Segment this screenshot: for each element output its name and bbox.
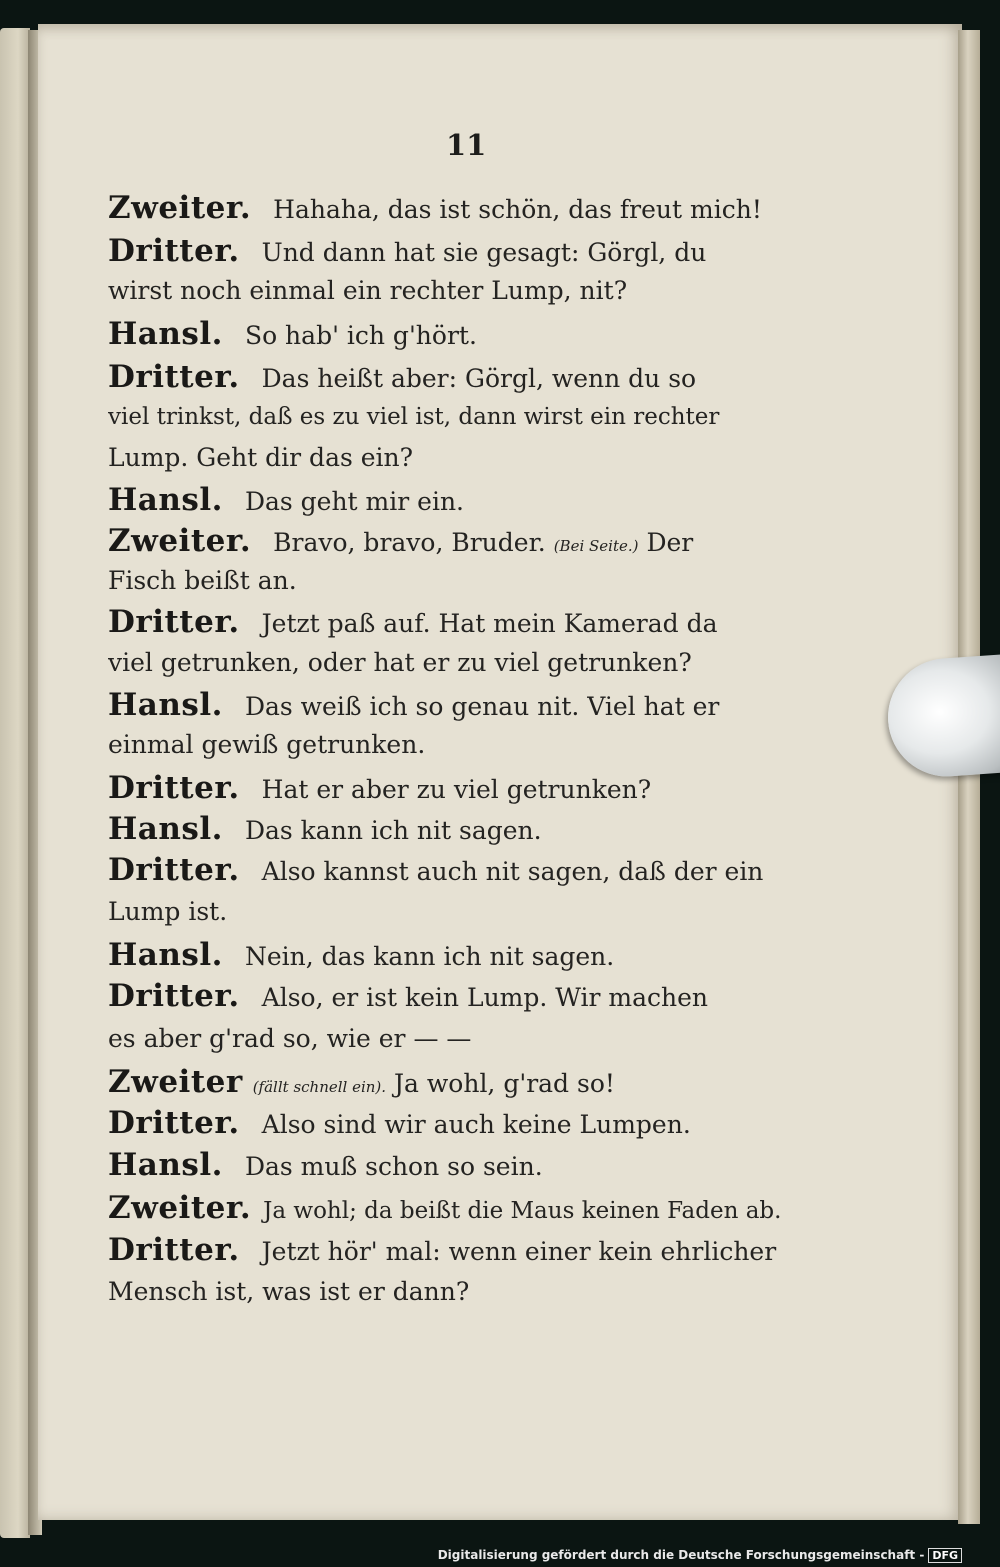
text-line: [108, 725, 820, 765]
text-line: [108, 357, 820, 397]
speaker-name: Dritter.: [108, 770, 240, 806]
stage-direction: (fällt schnell ein).: [252, 1078, 387, 1096]
speaker-name: Hansl.: [108, 811, 223, 847]
text-line: [108, 1019, 820, 1059]
text-line: [108, 188, 820, 228]
line-text: Das kann ich nit sagen.: [244, 816, 542, 845]
text-line: [108, 768, 820, 808]
line-text: Lump ist.: [108, 897, 228, 926]
line-text: wirst noch einmal ein rechter Lump, nit?: [108, 276, 628, 305]
line-text: Jetzt hör' mal: wenn einer kein ehrlicher: [261, 1237, 777, 1266]
speaker-name: Dritter.: [108, 978, 240, 1014]
line-text: Lump. Geht dir das ein?: [108, 443, 414, 472]
line-text: Und dann hat sie gesagt: Görgl, du: [261, 238, 707, 267]
text-line: [108, 1145, 820, 1185]
speaker-name: Hansl.: [108, 316, 223, 352]
line-text: Nein, das kann ich nit sagen.: [244, 942, 615, 971]
credit-text: Digitalisierung gefördert durch die Deutsche Forschungsgemeinschaft -: [437, 1548, 925, 1562]
line-text: Das geht mir ein.: [244, 487, 464, 516]
speaker-name: Zweiter.: [108, 1190, 252, 1226]
text-line: [108, 314, 820, 354]
speaker-name: Dritter.: [108, 604, 240, 640]
line-text: Fisch beißt an.: [108, 566, 297, 595]
text-line: [108, 1188, 820, 1228]
speaker-name: Hansl.: [108, 937, 223, 973]
text-line: [108, 1230, 820, 1270]
left-page-edge: [0, 28, 30, 1538]
text-line: [108, 809, 820, 849]
line-text: einmal gewiß getrunken.: [108, 730, 426, 759]
line-text: Bravo, bravo, Bruder.: [273, 528, 546, 557]
speaker-name: Dritter.: [108, 233, 240, 269]
text-line: [108, 1272, 820, 1312]
line-text: Jetzt paß auf. Hat mein Kamerad da: [261, 609, 718, 638]
speaker-name: Zweiter: [108, 1064, 243, 1100]
page-number: 11: [446, 128, 487, 162]
speaker-name: Hansl.: [108, 687, 223, 723]
text-line: [108, 602, 820, 642]
line-text: Das weiß ich so genau nit. Viel hat er: [244, 692, 720, 721]
line-text: viel trinkst, daß es zu viel ist, dann wirst ein rechter: [108, 404, 720, 430]
line-text: Ja wohl, g'rad so!: [394, 1069, 615, 1098]
line-text: Ja wohl; da beißt die Maus keinen Faden ab.: [263, 1198, 782, 1224]
line-text: Also sind wir auch keine Lumpen.: [261, 1110, 691, 1139]
text-line: [108, 935, 820, 975]
text-line: [108, 892, 820, 932]
dfg-logo: DFG: [928, 1548, 962, 1563]
line-text: viel getrunken, oder hat er zu viel getrunken?: [108, 648, 692, 677]
text-line: [108, 976, 820, 1016]
line-text: Also kannst auch nit sagen, daß der ein: [261, 857, 764, 886]
line-text: es aber g'rad so, wie er — —: [108, 1024, 472, 1053]
speaker-name: Hansl.: [108, 1147, 223, 1183]
text-line: [108, 643, 820, 683]
line-text: Mensch ist, was ist er dann?: [108, 1277, 470, 1306]
text-line: [108, 1062, 820, 1102]
line-text: Das muß schon so sein.: [244, 1152, 543, 1181]
text-line: [108, 850, 820, 890]
text-line: [108, 397, 820, 437]
text-line: [108, 231, 820, 271]
speaker-name: Dritter.: [108, 1105, 240, 1141]
speaker-name: Hansl.: [108, 482, 223, 518]
line-text: Hahaha, das ist schön, das freut mich!: [273, 195, 762, 224]
text-line: [108, 521, 820, 561]
text-line: [108, 561, 820, 601]
digitization-credit: [438, 1548, 962, 1563]
line-text: Der: [646, 528, 694, 557]
line-text: Das heißt aber: Görgl, wenn du so: [261, 364, 697, 393]
speaker-name: Dritter.: [108, 1232, 240, 1268]
line-text: So hab' ich g'hört.: [244, 321, 477, 350]
speaker-name: Dritter.: [108, 852, 240, 888]
text-line: [108, 438, 820, 478]
speaker-name: Dritter.: [108, 359, 240, 395]
stage-direction: (Bei Seite.): [553, 537, 639, 555]
speaker-name: Zweiter.: [108, 190, 252, 226]
line-text: Hat er aber zu viel getrunken?: [261, 775, 652, 804]
text-line: [108, 480, 820, 520]
text-line: [108, 685, 820, 725]
page-stack-edge: [958, 30, 980, 1524]
text-line: [108, 1103, 820, 1143]
line-text: Also, er ist kein Lump. Wir machen: [261, 983, 709, 1012]
speaker-name: Zweiter.: [108, 523, 252, 559]
text-line: [108, 271, 820, 311]
